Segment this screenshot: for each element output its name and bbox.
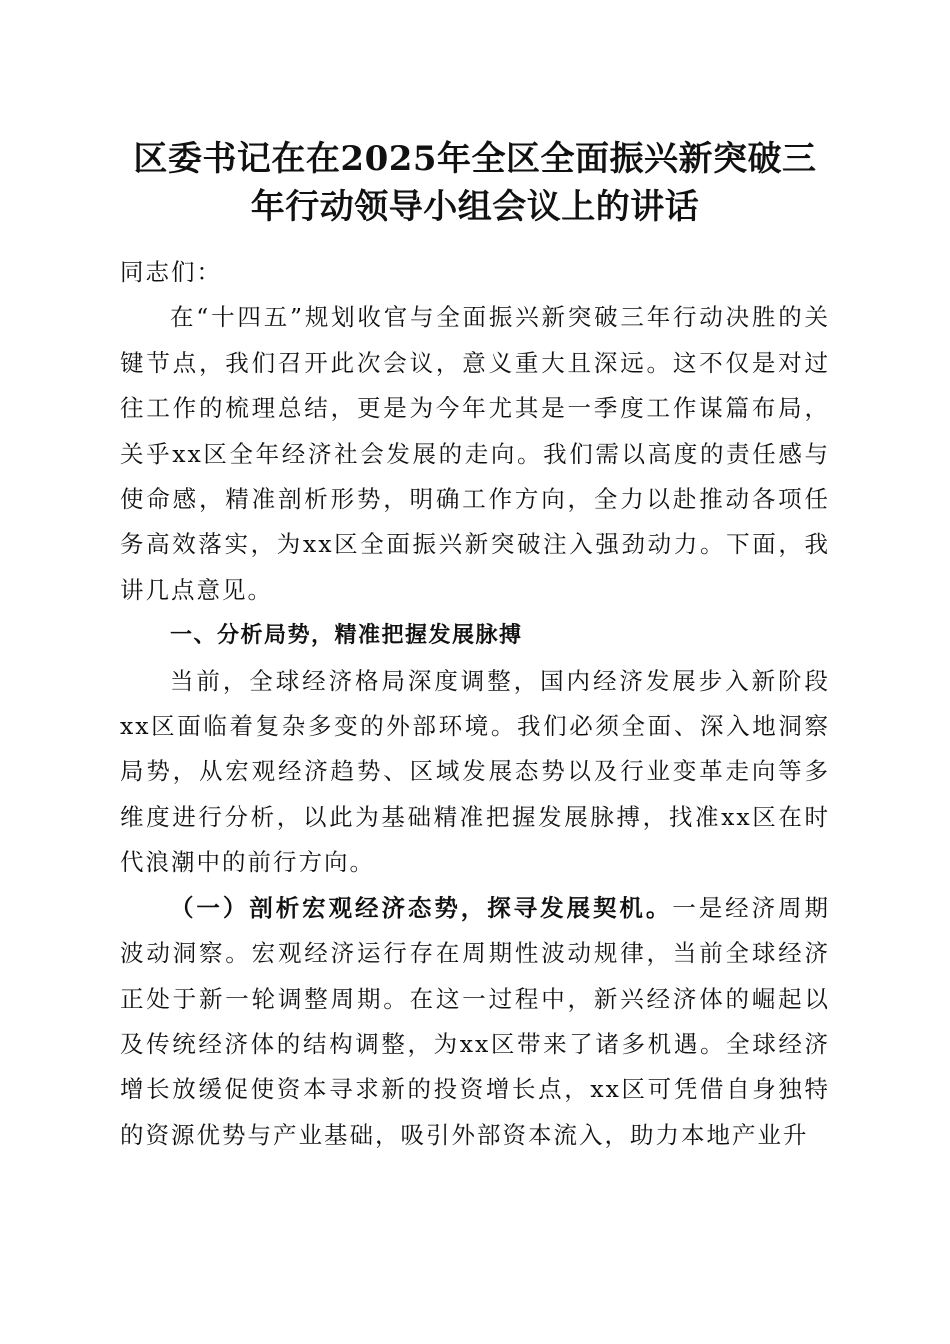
salutation: 同志们： bbox=[120, 258, 222, 286]
section-heading-1: 一、分析局势，精准把握发展脉搏 bbox=[170, 623, 523, 649]
paragraph-situation: 当前，全球经济格局深度调整，国内经济发展步入新阶段xx区面临着复杂多变的外部环境。我们必须全面、深入地洞察局势，从宏观经济趋势、区域发展态势以及行业变革走向等多维度进行分析，以此为基础精准把握发展脉搏，找准xx区在时代浪潮中的前行方向。 bbox=[120, 666, 830, 877]
title-line-1: 区委书记在在2025年全区全面振兴新突破三 bbox=[133, 139, 817, 179]
paragraph-macro bbox=[120, 886, 830, 1158]
document-body bbox=[120, 250, 830, 1158]
subheading-1: （一）剖析宏观经济态势，探寻发展契机。 bbox=[170, 893, 673, 922]
paragraph-intro: 在“十四五”规划收官与全面振兴新突破三年行动决胜的关键节点，我们召开此次会议，意义重大且深远。这不仅是对过往工作的梳理总结，更是为今年尤其是一季度工作谋篇布局，关乎xx区全年经济社会发展的走向。我们需以高度的责任感与使命感，精准剖析形势，明确工作方向，全力以赴推动各项任务高效落实，为xx区全面振兴新突破注入强劲动力。下面，我讲几点意见。 bbox=[120, 303, 830, 604]
document-title bbox=[0, 135, 950, 231]
title-line-2: 年行动领导小组会议上的讲话 bbox=[250, 187, 700, 227]
paragraph-macro-text: 一是经济周期波动洞察。宏观经济运行存在周期性波动规律，当前全球经济正处于新一轮调整周期。在这一过程中，新兴经济体的崛起以及传统经济体的结构调整，为xx区带来了诸多机遇。全球经济增长放缓促使资本寻求新的投资增长点，xx区可凭借自身独特的资源优势与产业基础，吸引外部资本流入，助力本地产业升 bbox=[120, 893, 830, 1149]
